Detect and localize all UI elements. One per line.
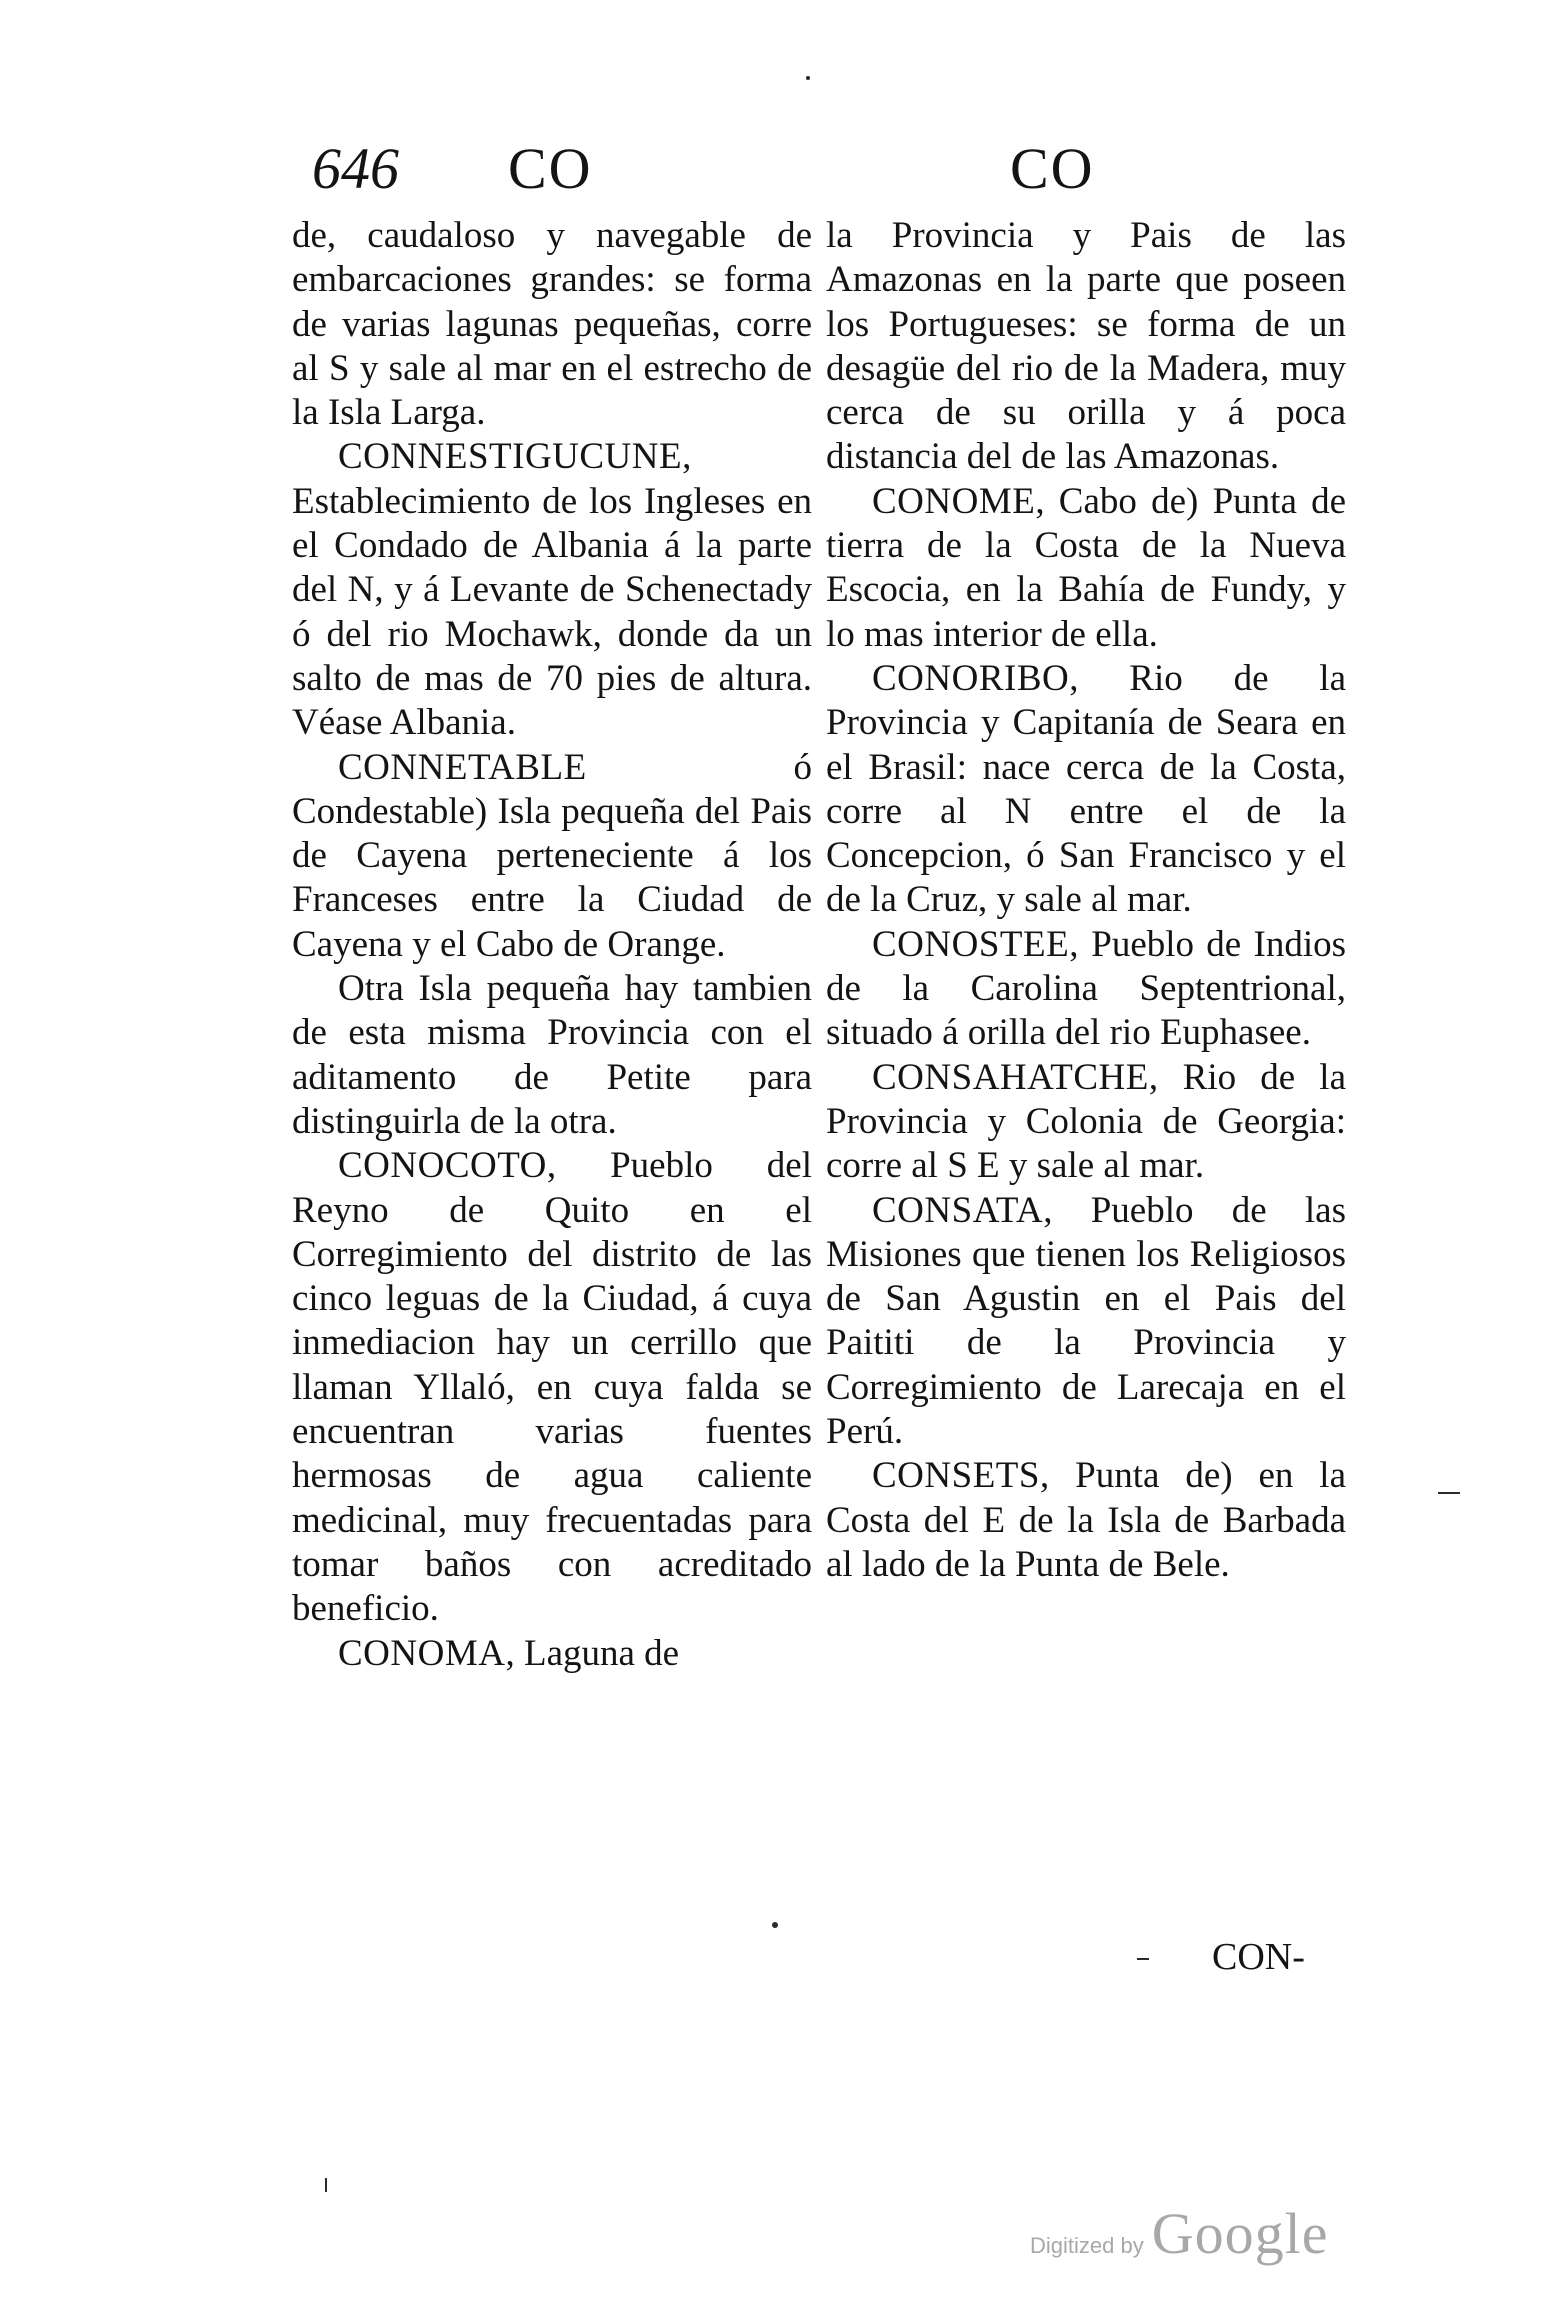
dictionary-entry [292, 1144, 812, 1631]
dictionary-entry [826, 480, 1346, 657]
entry-text: Rio de la Provincia y Colonia de Georgia: corre al S E y sale al mar. [826, 1056, 1346, 1187]
google-watermark [1030, 2200, 1328, 2267]
entry-headword: CONSATA [872, 1189, 1044, 1231]
print-speck [806, 76, 810, 80]
entry-headword: CONSAHATCHE, [872, 1056, 1159, 1098]
entry-headword: CONNETABLE [338, 746, 587, 788]
left-column [292, 214, 812, 1676]
entry-text: , Pueblo del Reyno de Quito en el Corregimiento del distrito de las cinco leguas de la Ciudad, á cuya inmediacion hay un cerrillo que llaman Yllaló, en cuya falda se encuentran varias fuentes hermosas de agua caliente medicinal, muy frecuentadas para tomar baños con acreditado beneficio. [292, 1145, 812, 1630]
dictionary-entry [826, 1056, 1346, 1189]
entry-text: ó Condestable) Isla pequeña del Pais de Cayena perteneciente á los Franceses entre la Ciudad de Cayena y el Cabo de Orange. [292, 746, 812, 965]
entry-headword: CONOSTEE, [872, 923, 1079, 965]
print-speck [1438, 1492, 1460, 1494]
entry-headword: CONOME [872, 480, 1036, 522]
entry-headword: CONSETS [872, 1455, 1040, 1497]
print-speck [1137, 1958, 1149, 1960]
entry-text: , Cabo de) Punta de tierra de la Costa de la Nueva Escocia, en la Bahía de Fundy, y lo mas interior de ella. [826, 480, 1346, 655]
watermark-prefix: Digitized by [1030, 2233, 1144, 2258]
catchword: CON- [1212, 1936, 1305, 1978]
print-speck [325, 2178, 327, 2192]
entry-text: , Punta de) en la Costa del E de la Isla de Barbada al lado de la Punta de Bele. [826, 1455, 1346, 1585]
dictionary-entry [292, 1632, 812, 1676]
dictionary-entry [826, 923, 1346, 1056]
dictionary-entry [826, 657, 1346, 923]
dictionary-entry [826, 1189, 1346, 1455]
dictionary-entry [826, 214, 1346, 480]
dictionary-entry [292, 435, 812, 745]
entry-headword: CONNESTIGUCUNE, [338, 436, 692, 478]
running-head-right: CO [1010, 136, 1095, 201]
dictionary-entry [292, 967, 812, 1144]
entry-headword: CONOCOTO [338, 1145, 547, 1187]
entry-text: la Provincia y Pais de las Amazonas en la parte que poseen los Portugueses: se forma de un desagüe del rio de la Madera, muy cerca de su orilla y á poca distancia del de las Amazonas. [826, 215, 1346, 478]
entry-headword: CONORIBO [872, 657, 1070, 699]
entry-text: Otra Isla pequeña hay tambien de esta misma Provincia con el aditamento de Petite para distinguirla de la otra. [292, 968, 812, 1142]
entry-text: , Rio de la Provincia y Capitanía de Seara en el Brasil: nace cerca de la Costa, corre al N entre el de la Concepcion, ó San Francisco y el de la Cruz, y sale al mar. [826, 657, 1346, 921]
running-head-left: CO [508, 136, 593, 201]
entry-text: Pueblo de Indios de la Carolina Septentrional, situado á orilla del rio Euphasee. [826, 923, 1346, 1054]
print-speck [772, 1922, 778, 1928]
right-column [826, 214, 1346, 1587]
dictionary-entry [292, 746, 812, 967]
entry-headword: CONOMA [338, 1632, 506, 1674]
entry-text: Establecimiento de los Ingleses en el Condado de Albania á la parte del N, y á Levante de Schenectady ó del rio Mochawk, donde da un salto de mas de 70 pies de altura. Véase Albania. [292, 480, 812, 744]
page-number: 646 [312, 136, 399, 201]
entry-text: de, caudaloso y navegable de embarcaciones grandes: se forma de varias lagunas pequeñas, corre al S y sale al mar en el estrecho de la Isla Larga. [292, 215, 812, 434]
google-logo: Google [1151, 2201, 1329, 2266]
dictionary-entry [292, 214, 812, 435]
dictionary-entry [826, 1454, 1346, 1587]
entry-text: , Pueblo de las Misiones que tienen los Religiosos de San Agustin en el Pais del Paititi de la Provincia y Corregimiento de Larecaja en el Perú. [826, 1189, 1346, 1453]
entry-text: , Laguna de [505, 1632, 680, 1674]
